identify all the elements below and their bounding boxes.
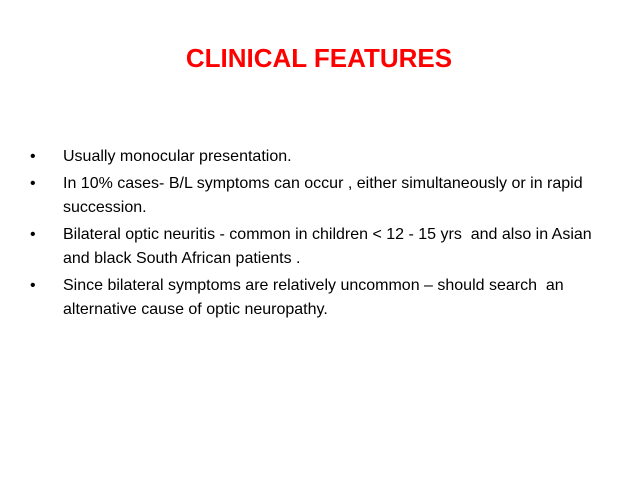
bullet-point-icon: • <box>30 226 36 243</box>
bullet-point-icon: • <box>30 277 36 294</box>
bullet-text: Bilateral optic neuritis - common in children < 12 - 15 yrs and also in Asian and black South African patients . <box>63 226 597 267</box>
bullet-point-icon: • <box>30 148 36 165</box>
bullet-item-monocular <box>30 145 605 169</box>
bullet-item-bilateral-symptoms <box>30 172 605 220</box>
bullet-item-bilateral-optic-neuritis <box>30 223 605 271</box>
bullet-list <box>30 145 605 325</box>
bullet-text: Since bilateral symptoms are relatively uncommon – should search an alternative cause of optic neuropathy. <box>63 277 569 318</box>
bullet-point-icon: • <box>30 175 36 192</box>
bullet-text: In 10% cases- B/L symptoms can occur , either simultaneously or in rapid succession. <box>63 175 588 216</box>
bullet-item-alternative-cause <box>30 274 605 322</box>
slide-title: CLINICAL FEATURES <box>185 43 453 73</box>
bullet-text: Usually monocular presentation. <box>63 148 292 165</box>
